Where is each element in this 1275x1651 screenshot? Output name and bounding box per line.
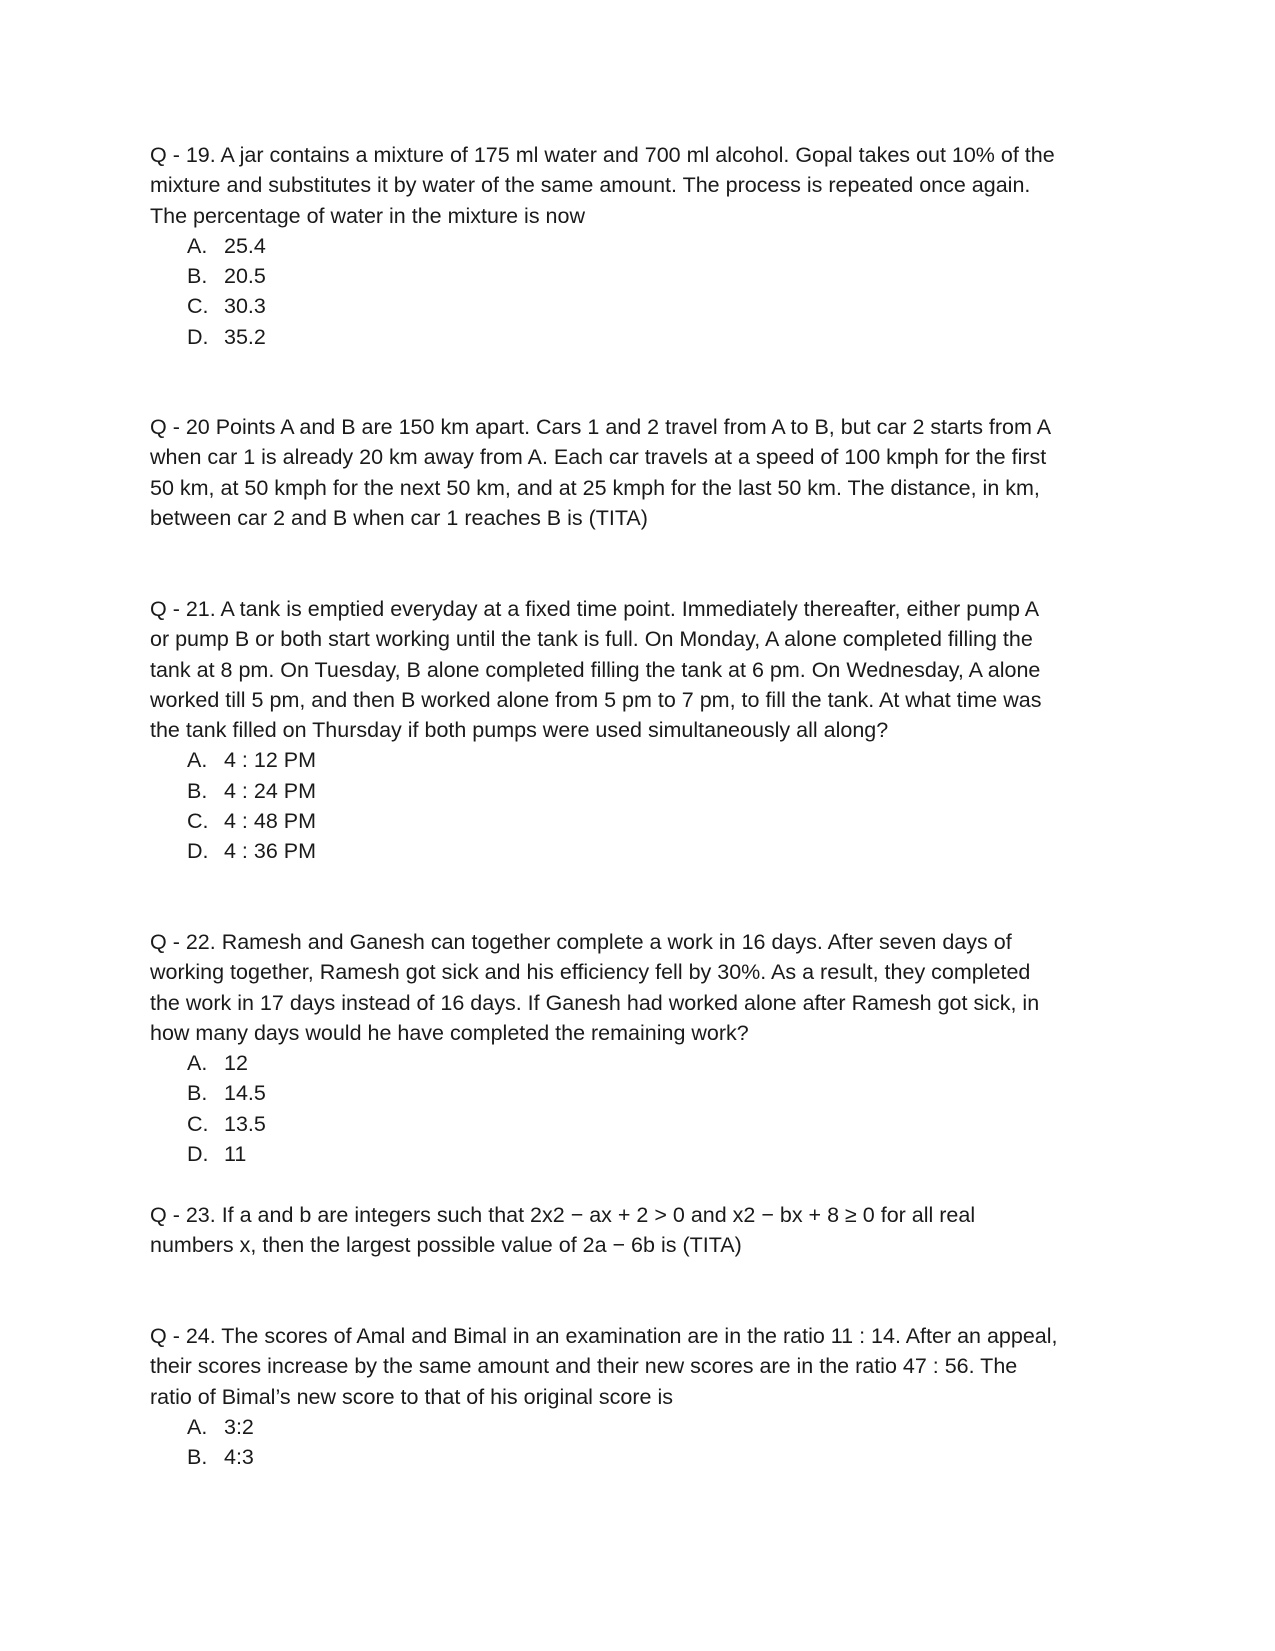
question-text: Q - 19. A jar contains a mixture of 175 ml water and 700 ml alcohol. Gopal takes out 10% of the mixture and substitutes it by water of the same amount. The process is repeated once again. The percentage of water in the mixture is now (150, 143, 1055, 228)
option-value: 12 (224, 1051, 248, 1076)
option-value: 4 : 24 PM (224, 778, 317, 803)
question-text: Q - 21. A tank is emptied everyday at a fixed time point. Immediately thereafter, either pump A or pump B or both start working until the tank is full. On Monday, A alone completed filling the tank at 8 pm. On Tuesday, B alone completed filling the tank at 6 pm. On Wednesday, A alone worked till 5 pm, and then B worked alone from 5 pm to 7 pm, to fill the tank. At what time was the tank filled on Thursday if both pumps were used simultaneously all along? (150, 597, 1042, 743)
option-value: 13.5 (224, 1111, 266, 1136)
option-b (150, 261, 1130, 291)
option-letter: D. (187, 839, 209, 864)
question-text: Q - 23. If a and b are integers such that 2x2 − ax + 2 > 0 and x2 − bx + 8 ≥ 0 for all real numbers x, then the largest possible value of 2a − 6b is (TITA) (150, 1203, 976, 1258)
option-value: 20.5 (224, 264, 266, 289)
option-letter: C. (187, 809, 209, 834)
option-letter: B. (187, 1081, 208, 1106)
option-c (150, 291, 1130, 321)
option-value: 3:2 (224, 1414, 254, 1439)
option-a (150, 231, 1130, 261)
option-a (150, 745, 1130, 775)
option-a (150, 1412, 1130, 1442)
option-value: 4 : 36 PM (224, 839, 317, 864)
options-list (150, 1048, 1130, 1169)
question-23 (150, 1200, 1130, 1261)
option-c (150, 806, 1130, 836)
options-list (150, 1412, 1130, 1473)
option-letter: B. (187, 1445, 208, 1470)
option-value: 14.5 (224, 1081, 266, 1106)
option-letter: B. (187, 264, 208, 289)
question-24 (150, 1321, 1130, 1472)
option-value: 11 (224, 1142, 247, 1167)
question-22 (150, 927, 1130, 1169)
option-d (150, 322, 1130, 352)
option-letter: D. (187, 1142, 209, 1167)
option-letter: C. (187, 1111, 209, 1136)
option-value: 4 : 48 PM (224, 809, 317, 834)
option-letter: A. (187, 748, 208, 773)
question-text: Q - 20 Points A and B are 150 km apart. Cars 1 and 2 travel from A to B, but car 2 starts from A when car 1 is already 20 km away from A. Each car travels at a speed of 100 kmph for the first 50 km, at 50 kmph for the next 50 km, and at 25 kmph for the last 50 km. The distance, in km, between car 2 and B when car 1 reaches B is (TITA) (150, 415, 1052, 530)
option-letter: A. (187, 233, 208, 258)
option-value: 4 : 12 PM (224, 748, 317, 773)
option-d (150, 836, 1130, 866)
option-value: 30.3 (224, 294, 266, 319)
option-letter: C. (187, 294, 209, 319)
options-list (150, 231, 1130, 352)
option-value: 4:3 (224, 1445, 254, 1470)
option-letter: A. (187, 1414, 208, 1439)
option-value: 25.4 (224, 233, 266, 258)
option-b (150, 1078, 1130, 1108)
option-b (150, 776, 1130, 806)
option-a (150, 1048, 1130, 1078)
question-21 (150, 594, 1130, 867)
option-letter: D. (187, 324, 209, 349)
option-letter: B. (187, 778, 208, 803)
option-c (150, 1109, 1130, 1139)
options-list (150, 745, 1130, 866)
option-d (150, 1139, 1130, 1169)
option-letter: A. (187, 1051, 208, 1076)
option-value: 35.2 (224, 324, 266, 349)
option-b (150, 1442, 1130, 1472)
question-text: Q - 24. The scores of Amal and Bimal in an examination are in the ratio 11 : 14. After an appeal, their scores increase by the same amount and their new scores are in the ratio 47 : 56. The ratio of Bimal’s new score to that of his original score is (150, 1324, 1058, 1409)
question-20 (150, 412, 1130, 533)
question-19 (150, 140, 1130, 352)
question-text: Q - 22. Ramesh and Ganesh can together complete a work in 16 days. After seven days of working together, Ramesh got sick and his efficiency fell by 30%. As a result, they completed the work in 17 days instead of 16 days. If Ganesh had worked alone after Ramesh got sick, in how many days would he have completed the remaining work? (150, 930, 1040, 1045)
